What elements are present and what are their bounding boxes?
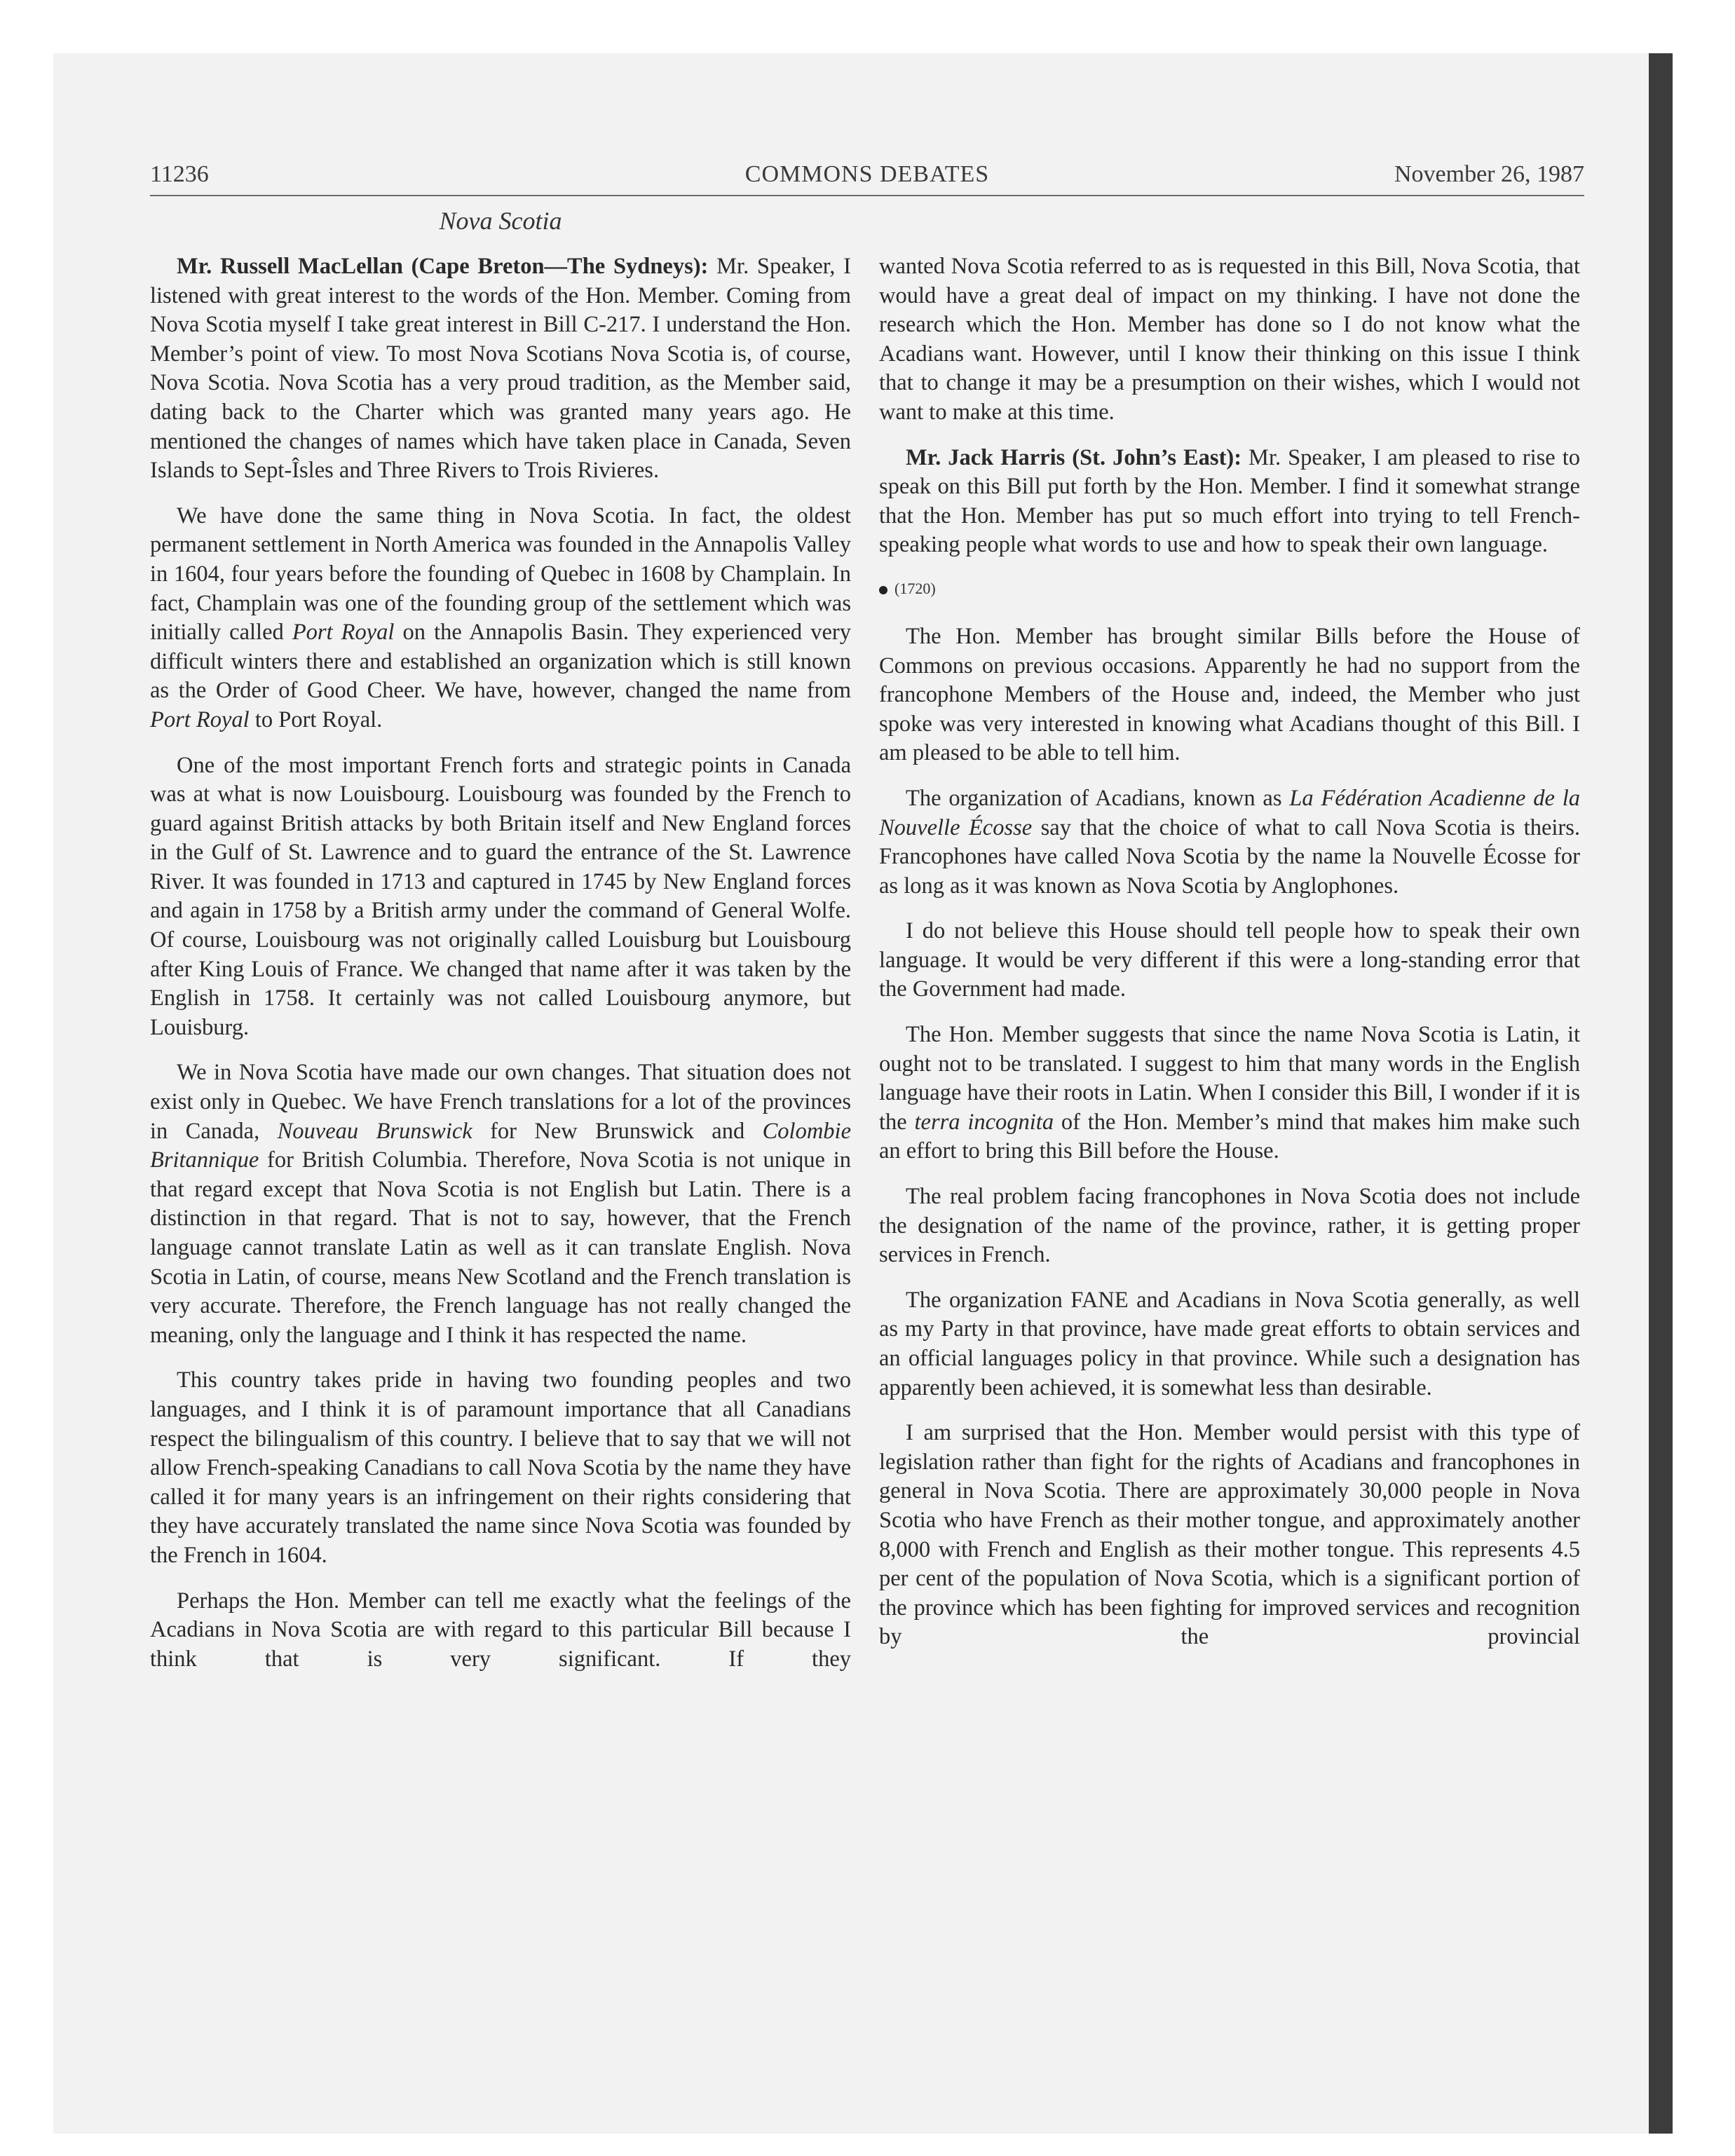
italic-text: Nouveau Brunswick — [277, 1118, 472, 1144]
bullet-icon — [879, 586, 887, 594]
page-header — [150, 161, 1584, 198]
paragraph — [150, 252, 851, 486]
paragraph-text: of the Hon. Member’s mind that makes him make such an effort to bring this Bill before the House. — [879, 1109, 1580, 1164]
paragraph-text: on the Annapolis Basin. They experienced very difficult winters there and established an organization which is still known as the Order of Good Cheer. We have, however, changed the name from — [150, 620, 851, 704]
italic-text: Port Royal — [292, 620, 395, 646]
time-marker — [879, 576, 1580, 601]
paragraph: The organization FANE and Acadians in Nova Scotia generally, as well as my Party in that province, have made great efforts to obtain services and an official languages policy in that province. While such a designation has apparently been achieved, it is somewhat less than desirable. — [879, 1287, 1580, 1400]
paragraph-text: for British Columbia. Therefore, Nova Scotia is not unique in that regard except that Nova Scotia is not English but Latin. There is a distinction in that regard. That is not to say, however, that the French language cannot translate Latin as well as it can translate English. Nova Scotia in Latin, of course, means New Scotland and the French translation is very accurate. Therefore, the French language has not really changed the meaning, only the language and I think it has respected the name. — [150, 1147, 851, 1348]
paragraph-text: for New Brunswick and — [472, 1118, 763, 1144]
italic-text: terra incognita — [914, 1109, 1054, 1135]
speaker-name: Mr. Jack Harris (St. John’s East): — [906, 444, 1242, 470]
publication-date: November 26, 1987 — [1394, 161, 1584, 187]
paragraph: The Hon. Member has brought similar Bills before the House of Commons on previous occasions. Apparently he had no support from the francophone Members of the House and, indeed, the Member who just spoke was very interested in knowing what Acadians thought of this Bill. I am pleased to be able to tell him. — [879, 623, 1580, 766]
page-number: 11236 — [150, 161, 209, 187]
paragraph-text: The organization of Acadians, known as — [906, 785, 1290, 811]
italic-text: Colombie Britannique — [150, 1118, 851, 1173]
paragraph: The real problem facing francophones in Nova Scotia does not include the designation of the name of the province, rather, it is getting proper services in French. — [879, 1184, 1580, 1268]
paragraph: I do not believe this House should tell people how to speak their own language. It would be very different if this were a long-standing error that the Government had made. — [879, 918, 1580, 1002]
header-rule — [150, 195, 1584, 196]
paragraph: I am surprised that the Hon. Member would persist with this type of legislation rather than fight for the rights of Acadians and francophones in general in Nova Scotia. There are approximately 30,000 people in Nova Scotia who have French as their mother tongue, and approximately another 8,000 with French and English as their mother tongue. This represents 4.5 per cent of the population of Nova Scotia, which is a significant portion of the province which has been fighting for improved services and recognition by the provincial — [879, 1420, 1580, 1650]
paragraph — [879, 444, 1580, 560]
left-column — [150, 252, 851, 1690]
paragraph-text: The Hon. Member suggests that since the name Nova Scotia is Latin, it ought not to be translated. I suggest to him that many words in the English language have their roots in Latin. When I consider this Bill, I wonder if it is the — [879, 1022, 1580, 1135]
right-column — [879, 252, 1580, 1668]
paragraph-text: We have done the same thing in Nova Scotia. In fact, the oldest permanent settlement in North America was founded in the Annapolis Valley in 1604, four years before the founding of Quebec in 1608 by Champlain. In fact, Champlain was one of the founding group of the settlement which was initially called — [150, 503, 851, 646]
paragraph-text: to Port Royal. — [249, 707, 383, 732]
paragraph-text: Mr. Speaker, I listened with great interest to the words of the Hon. Member. Coming from Nova Scotia myself I take great interest in Bill C-217. I understand the Hon. Member’s point of view. To most Nova Scotians Nova Scotia is, of course, Nova Scotia. Nova Scotia has a very proud tradition, as the Member said, dating back to the Charter which was granted many years ago. He mentioned the changes of names which have taken place in Canada, Seven Islands to Sept-Îsles and Three Rivers to Trois Rivieres. — [150, 254, 852, 484]
italic-text: Port Royal — [150, 707, 250, 732]
paragraph-text: Mr. Speaker, I am pleased to rise to speak on this Bill put forth by the Hon. Member. I find it somewhat strange that the Hon. Member has put so much effort into trying to tell French-speaking people what words to use and how to speak their own language. — [879, 444, 1580, 558]
paragraph — [879, 1021, 1580, 1166]
speaker-name: Mr. Russell MacLellan (Cape Breton—The Sydneys): — [177, 254, 709, 279]
publication-title: COMMONS DEBATES — [744, 161, 990, 187]
italic-text: La Fédération Acadienne de la Nouvelle Écosse — [879, 785, 1580, 840]
paragraph — [150, 502, 851, 735]
time-marker-text: (1720) — [894, 579, 936, 597]
paragraph — [150, 1058, 851, 1350]
paragraph-text: say that the choice of what to call Nova Scotia is theirs. Francophones have called Nova Scotia by the name la Nouvelle Écosse for as long as it was known as Nova Scotia by Anglophones. — [879, 814, 1581, 899]
scan-edge-bar — [1649, 53, 1673, 2134]
paragraph-text: We in Nova Scotia have made our own changes. That situation does not exist only in Quebec. We have French translations for a lot of the provinces in Canada, — [150, 1060, 851, 1144]
paragraph: Perhaps the Hon. Member can tell me exactly what the feelings of the Acadians in Nova Scotia are with regard to this particular Bill because I think that is very significant. If they — [150, 1588, 851, 1672]
paragraph: One of the most important French forts and strategic points in Canada was at what is now Louisbourg. Louisbourg was founded by the French to guard against British attacks by both Britain itself and New England forces in the Gulf of St. Lawrence and to guard the entrance of the St. Lawrence River. It was founded in 1713 and captured in 1745 by New England forces and again in 1758 by a British army under the command of General Wolfe. Of course, Louisbourg was not originally called Louisburg but Louisbourg after King Louis of France. We changed that name after it was taken by the English in 1758. It certainly was not called Louisbourg anymore, but Louisburg. — [150, 752, 851, 1040]
paragraph — [879, 784, 1580, 901]
paragraph: This country takes pride in having two founding peoples and two languages, and I think it is of paramount importance that all Canadians respect the bilingualism of this country. I believe that to say that we will not allow French-speaking Canadians to call Nova Scotia by the name they have called it for many years is an infringement on their rights considering that they have accurately translated the name since Nova Scotia was founded by the French in 1604. — [150, 1367, 851, 1568]
paragraph: wanted Nova Scotia referred to as is requested in this Bill, Nova Scotia, that would have a great deal of impact on my thinking. I have not done the research which the Hon. Member has done so I do not know what the Acadians want. However, until I know their thinking on this issue I think that to change it may be a presumption on their wishes, which I would not want to make at this time. — [879, 254, 1580, 425]
section-title: Nova Scotia — [439, 207, 562, 235]
